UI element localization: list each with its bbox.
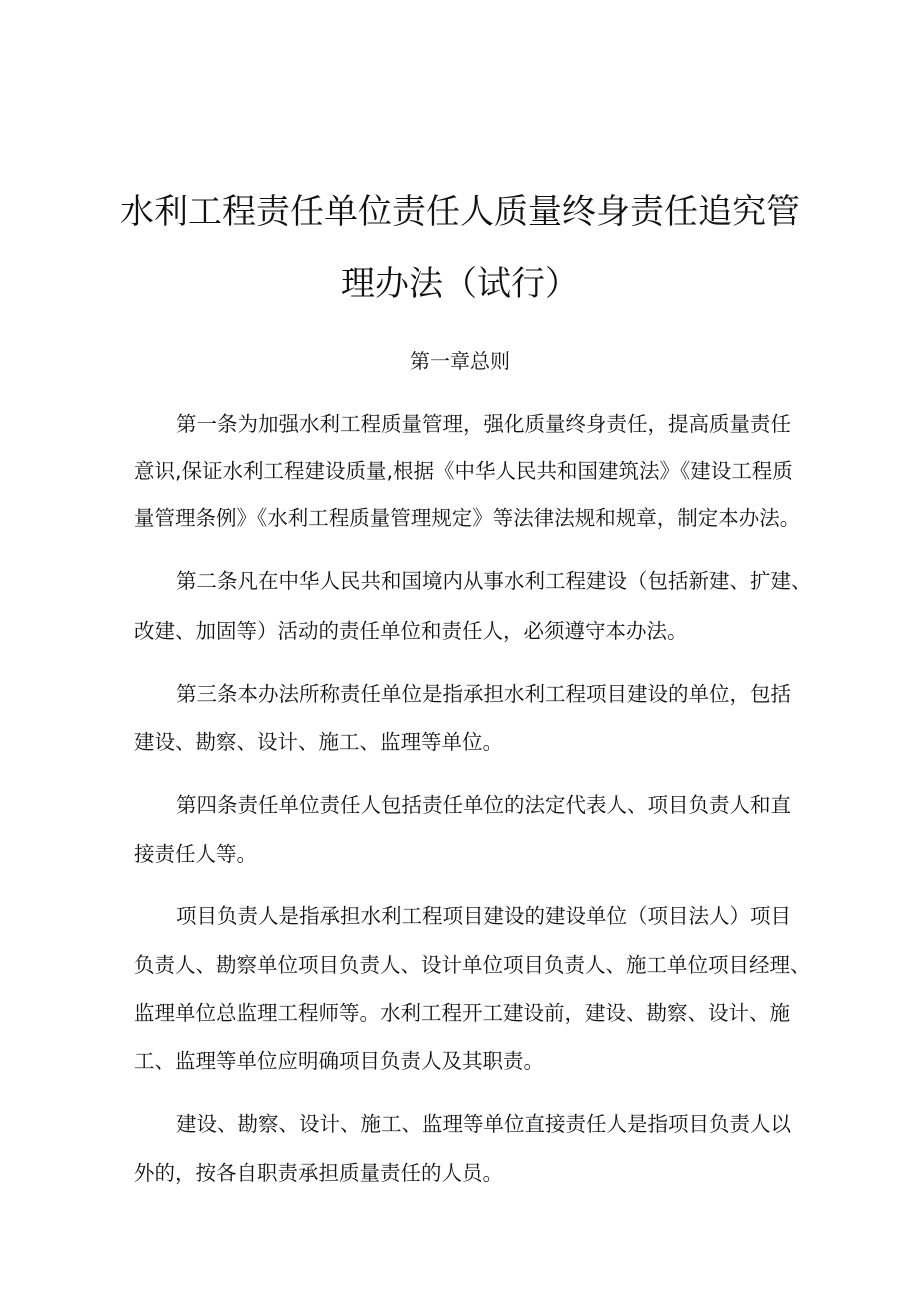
paragraph-line: 监理单位总监理工程师等。水利工程开工建设前，建设、勘察、设计、施: [134, 1001, 790, 1025]
paragraph-line: 量管理条例》《水利工程质量管理规定》等法律法规和规章，制定本办法。: [134, 506, 801, 530]
paragraph-line: 接责任人等。: [134, 842, 257, 866]
document-title-line-1: 水利工程责任单位责任人质量终身责任追究管: [120, 192, 800, 232]
paragraph-line: 工、监理等单位应明确项目负责人及其职责。: [134, 1049, 544, 1073]
paragraph-line: 建设、勘察、设计、施工、监理等单位直接责任人是指项目负责人以: [176, 1112, 791, 1136]
paragraph-line: 第二条凡在中华人民共和国境内从事水利工程建设（包括新建、扩建、: [176, 569, 812, 593]
document-title-line-2: 理办法（试行）: [341, 264, 579, 304]
paragraph-line: 第四条责任单位责任人包括责任单位的法定代表人、项目负责人和直: [176, 793, 791, 817]
paragraph-line: 外的，按各自职责承担质量责任的人员。: [134, 1161, 503, 1185]
paragraph-line: 意识,保证水利工程建设质量,根据《中华人民共和国建筑法》《建设工程质: [134, 459, 793, 483]
paragraph-line: 建设、勘察、设计、施工、监理等单位。: [134, 730, 503, 754]
chapter-heading: 第一章总则: [410, 349, 510, 373]
paragraph-line: 项目负责人是指承担水利工程项目建设的建设单位（项目法人）项目: [176, 904, 791, 928]
paragraph-line: 改建、加固等）活动的责任单位和责任人，必须遵守本办法。: [134, 619, 688, 643]
paragraph-line: 负责人、勘察单位项目负责人、设计单位项目负责人、施工单位项目经理、: [134, 953, 811, 977]
paragraph-line: 第三条本办法所称责任单位是指承担水利工程项目建设的单位，包括: [176, 682, 791, 706]
paragraph-line: 第一条为加强水利工程质量管理，强化质量终身责任，提高质量责任: [176, 412, 791, 436]
